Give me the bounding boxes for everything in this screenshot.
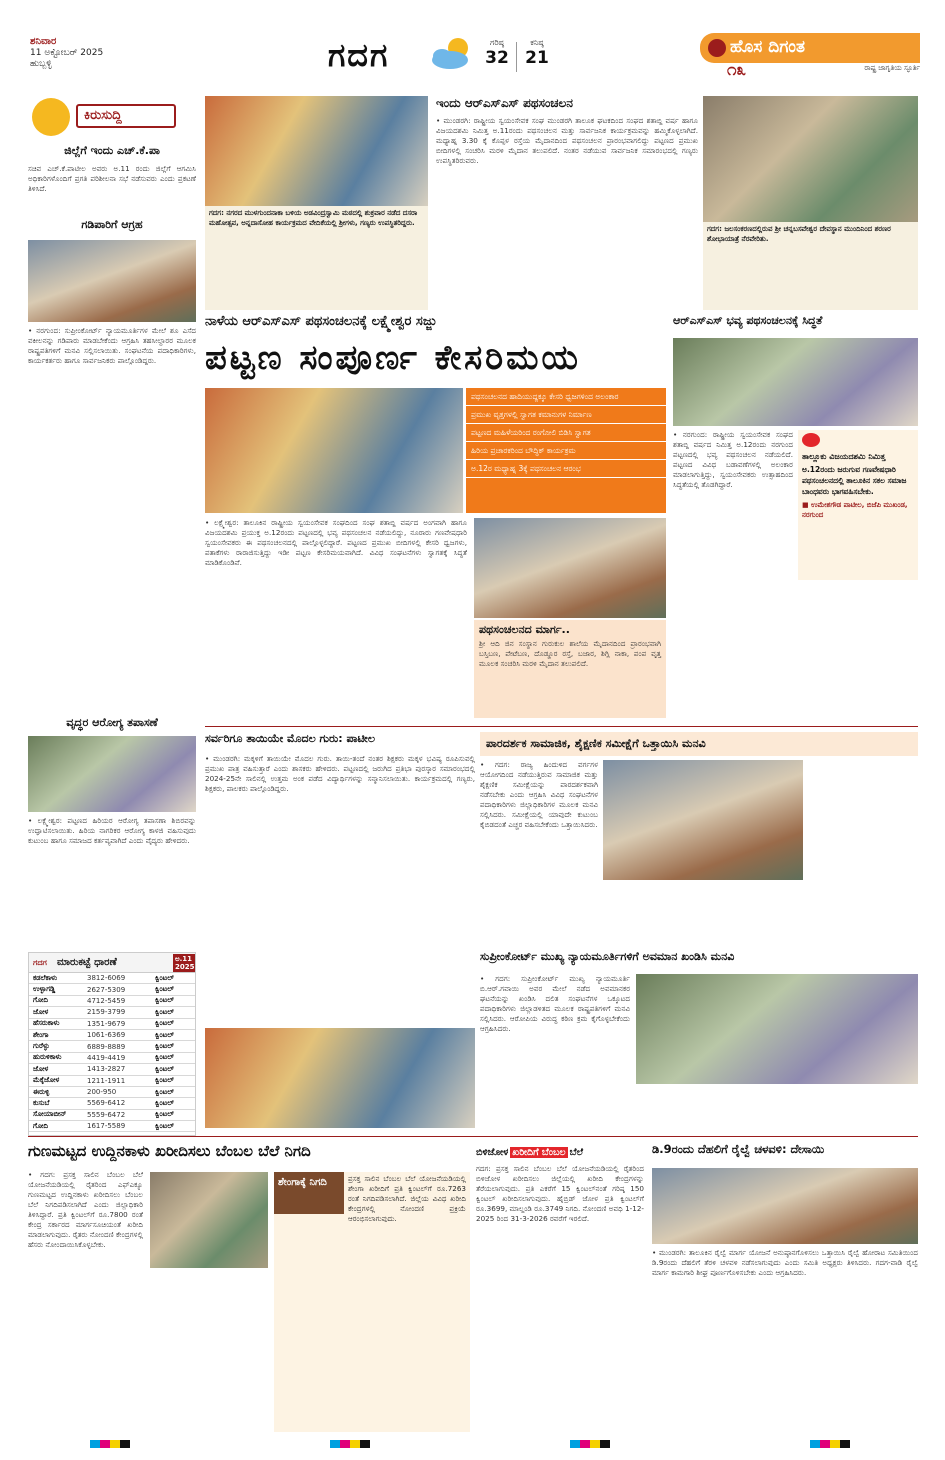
rss-ready-quote — [798, 430, 918, 580]
market-name: ಕಡಲೆಕಾಳು — [33, 973, 58, 982]
produce-body-2 — [150, 1272, 268, 1432]
market-title: ಮಾರುಕಟ್ಟೆ ಧಾರಣೆ — [57, 957, 117, 968]
market-unit: ಕ್ವಿಂಟಲ್ — [155, 1019, 175, 1028]
groundnut-box — [274, 1172, 470, 1432]
survey-body-right — [808, 760, 918, 940]
kirusuddi-label-box — [76, 104, 176, 128]
route-body: ಶ್ರೀ ಆದಿ ಜಿನ ಸಂಸ್ಥಾನ ಗುರುಕುಲ ಶಾಲೆಯ ಮೈದಾನದಿಂದ ಪ್ರಾರಂಭವಾಗಿ ಬಸ್ತಿಬಣ, ಪೇಟೆಬಣ, ದೊಡ್ಡೂರ ರಸ್ತೆ, ಬಜಾರ, ಶಿಗ್ಲಿ ನಾಕಾ, ಪಂಪ ವೃತ್ತ ಮೂಲಕ ಸಂಚರಿಸಿ ಮರಳಿ ಮೈದಾನ ತಲುಪಲಿದೆ. — [479, 639, 661, 668]
market-name: ಹುರುಳಿಕಾಳು — [33, 1053, 62, 1062]
market-name: ಗೋದಿ — [33, 996, 49, 1005]
brief-1-headline: ಜಿಲ್ಲೆಗೆ ಇಂದು ಎಚ್.ಕೆ.ಪಾ — [64, 144, 160, 157]
rss-ready-title: ಆರ್‌ಎಸ್‌ಎಸ್ ಭವ್ಯ ಪಥಸಂಚಲನಕ್ಕೆ ಸಿದ್ಧತೆ — [673, 314, 823, 327]
market-unit: ಕ್ವಿಂಟಲ್ — [155, 1030, 175, 1039]
market-row — [29, 1041, 195, 1052]
lead-bullet: ಪಟ್ಟಣದ ಮಹಿಳೆಯರಿಂದ ರಂಗೋಲಿ ಬಿಡಿಸಿ ಸ್ವಾಗತ — [466, 424, 666, 442]
procession-caption: ಗದಗ: ಜಲಸಂಕರಣದಲ್ಲಿರುವ ಶ್ರೀ ಚನ್ನಬಸವೇಶ್ವರ ದೇವಸ್ಥಾನ ಮುಂದಿನಿಂದ ಶರಣರ ಶೋಭಾಯಾತ್ರೆ ನೆರವೇರಿತು. — [703, 222, 918, 310]
market-value: 5559-6472 — [87, 1110, 126, 1119]
quote-body: ಅ.12ರಂದು ಜರುಗುವ ಗಣವೇಷಧಾರಿ ಪಥಸಂಚಲನದಲ್ಲಿ ತಾಲೂಕಿನ ಸಕಲ ಸಮಾಜ ಬಾಂಧವರು ಭಾಗವಹಿಸಬೇಕು. — [802, 465, 907, 496]
divider — [205, 726, 918, 727]
lead-bullet: ಅ.12ರ ಮಧ್ಯಾಹ್ನ 3ಕ್ಕೆ ಪಥಸಂಚಲನ ಆರಂಭ — [466, 460, 666, 478]
survey-title-bar — [480, 732, 918, 756]
market-value: 1413-2827 — [87, 1065, 126, 1074]
market-value: 4419-4419 — [87, 1053, 126, 1062]
masthead — [0, 0, 945, 88]
brief-2-headline: ಗಡಿಪಾರಿಗೆ ಆಗ್ರಹ — [81, 218, 143, 231]
bilijola-title-c: ಬೆಲೆ — [569, 1146, 583, 1158]
market-value: 2627-5309 — [87, 985, 126, 994]
rss-march-body: • ಮುಂಡರಗಿ: ರಾಷ್ಟ್ರೀಯ ಸ್ವಯಂಸೇವಕ ಸಂಘ ಮುಂಡರಗಿ ತಾಲೂಕ ಘಟಕದಿಂದ ಸಂಘದ ಶತಾಬ್ದಿ ವರ್ಷ ಹಾಗೂ ವಿಜಯದಶಮಿ ನಿಮಿತ್ತ ಅ.11ರಂದು ಪಥಸಂಚಲನ ಮತ್ತು ಸಾರ್ವಜನಿಕ ಕಾರ್ಯಕ್ರಮವನ್ನು ಹಮ್ಮಿಕೊಳ್ಳಲಾಗಿದೆ. ಮಧ್ಯಾಹ್ನ 3.30 ಕ್ಕೆ ಕೊಪ್ಪಳ ರಸ್ತೆಯ ಮೈದಾನದಿಂದ ಪಥಸಂಚಲನ ಪ್ರಾರಂಭವಾಗಲಿದ್ದು ಪಟ್ಟಣದ ಪ್ರಮುಖ ಬೀದಿಗಳಲ್ಲಿ ಸಂಚರಿಸಿ ಮರಳಿ ಮೈದಾನ ತಲುಪಲಿದೆ. ನಂತರ ನಡೆಯುವ ಸಾರ್ವಜನಿಕ ಸಮಾರಂಭದಲ್ಲಿ ಗಣ್ಯರು ಉಪಸ್ಥಿತರಿರುವರು. — [436, 116, 698, 165]
brief-1-body: ಸಚಿವ ಎಚ್.ಕೆ.ಪಾಟೀಲ ಅವರು ಅ.11 ರಂದು ಜಿಲ್ಲೆಗೆ ಆಗಮಿಸಿ ಅಧಿಕಾರಿಗಳೊಂದಿಗೆ ಪ್ರಗತಿ ಪರಿಶೀಲನಾ ಸಭೆ ನಡೆಸುವರು ಎಂದು ಪ್ರಕಟಣೆ ತಿಳಿಸಿದೆ. — [28, 164, 196, 193]
masthead-date: 11 ಅಕ್ಟೋಬರ್ 2025 — [30, 48, 104, 58]
market-row — [29, 1110, 195, 1121]
lead-headline: ಪಟ್ಟಣ ಸಂಪೂರ್ಣ ಕೇಸರಿಮಯ — [205, 338, 581, 378]
temp-max-value: 32 — [485, 48, 509, 68]
teacher-photo — [205, 1028, 475, 1128]
market-unit: ಕ್ವಿಂಟಲ್ — [155, 1007, 175, 1016]
temp-min-value: 21 — [525, 48, 549, 68]
market-row — [29, 1087, 195, 1098]
temp-max-label: ಗರಿಷ್ಠ — [490, 38, 504, 47]
bilijola-body: ಗದಗ: ಪ್ರಸಕ್ತ ಸಾಲಿನ ಬೆಂಬಲ ಬೆಲೆ ಯೋಜನೆಯಡಿಯಲ್ಲಿ ರೈತರಿಂದ ಬಿಳಿಜೋಳ ಖರೀದಿಸಲು ಜಿಲ್ಲೆಯಲ್ಲಿ ಖರೀದಿ ಕೇಂದ್ರಗಳನ್ನು ತೆರೆಯಲಾಗುವುದು. ಪ್ರತಿ ಎಕರೆಗೆ 15 ಕ್ವಿಂಟಲ್‌ನಂತೆ ಗರಿಷ್ಠ 150 ಕ್ವಿಂಟಲ್ ಖರೀದಿಸಲಾಗುವುದು. ಹೈಬ್ರಿಡ್ ಜೋಳ ಪ್ರತಿ ಕ್ವಿಂಟಲ್‌ಗೆ ರೂ.3699, ಮಾಲ್ದಂಡಿ ರೂ.3749 ನಿಗದಿ. ನೋಂದಣಿ ಅವಧಿ 1-12-2025 ರಿಂದ 31-3-2026 ರವರೆಗೆ ಇರಲಿದೆ. — [476, 1164, 644, 1223]
rss-march-story — [436, 96, 698, 310]
bilijola-title-b: ಖರೀದಿಗೆ ಬೆಂಬಲ — [512, 1146, 566, 1158]
market-value: 2159-3799 — [87, 1008, 126, 1017]
court-body: • ಗದಗ: ಸುಪ್ರೀಂಕೋರ್ಟ್ ಮುಖ್ಯ ನ್ಯಾಯಮೂರ್ತಿ ಬಿ.ಆರ್.ಗವಾಯಿ ಅವರ ಮೇಲೆ ನಡೆದ ಅವಮಾನಕರ ಘಟನೆಯನ್ನು ಖಂಡಿಸಿ ದಲಿತ ಸಂಘಟನೆಗಳ ಒಕ್ಕೂಟದ ಪದಾಧಿಕಾರಿಗಳು ಜಿಲ್ಲಾಡಳಿತದ ಮೂಲಕ ರಾಷ್ಟ್ರಪತಿಗಳಿಗೆ ಮನವಿ ಸಲ್ಲಿಸಿದರು. ಆರೋಪಿಯ ವಿರುದ್ಧ ಕಠಿಣ ಕ್ರಮ ಕೈಗೊಳ್ಳಬೇಕೆಂದು ಆಗ್ರಹಿಸಿದರು. — [480, 974, 630, 1033]
rss-ready-photo — [673, 338, 918, 426]
reg-dot — [810, 1440, 850, 1448]
brief-2-photo — [28, 240, 196, 322]
brief-3-photo — [28, 736, 196, 812]
market-unit: ಕ್ವಿಂಟಲ್ — [155, 1121, 175, 1130]
lead-body: • ಲಕ್ಷ್ಮೇಶ್ವರ: ತಾಲೂಕಿನ ರಾಷ್ಟ್ರೀಯ ಸ್ವಯಂಸೇವಕ ಸಂಘದಿಂದ ಸಂಘ ಶತಾಬ್ದಿ ವರ್ಷದ ಅಂಗವಾಗಿ ಹಾಗೂ ವಿಜಯದಶಮಿ ಪ್ರಯುಕ್ತ ಅ.12ರಂದು ಪಟ್ಟಣದಲ್ಲಿ ಭವ್ಯ ಪಥಸಂಚಲನ ನಡೆಯಲಿದ್ದು, ನೂರಾರು ಗಣವೇಷಧಾರಿ ಸ್ವಯಂಸೇವಕರು ಈ ಪಥಸಂಚಲನದಲ್ಲಿ ಪಾಲ್ಗೊಳ್ಳಲಿದ್ದಾರೆ. ಪಟ್ಟಣದ ಪ್ರಮುಖ ಬೀದಿಗಳಲ್ಲಿ ಕೇಸರಿ ಧ್ವಜಗಳು, ಪತಾಕೆಗಳು ರಾರಾಜಿಸುತ್ತಿದ್ದು ಇಡೀ ಪಟ್ಟಣ ಕೇಸರಿಮಯವಾಗಿದೆ. ವಿವಿಧ ಸಂಘಟನೆಗಳು ಸ್ವಾಗತಕ್ಕೆ ಸಿದ್ಧತೆ ಮಾಡಿಕೊಂಡಿವೆ. — [205, 518, 467, 567]
market-rows — [29, 973, 195, 1132]
kirusuddi-column — [28, 96, 196, 1136]
railway-photo — [652, 1168, 918, 1244]
paper-tagline: ರಾಷ್ಟ್ರ ಜಾಗೃತಿಯ ಸ್ಫೂರ್ತಿ — [864, 64, 920, 72]
market-row — [29, 1030, 195, 1041]
market-name: ಉಳ್ಳಾಗಡ್ಡಿ — [33, 985, 56, 994]
market-unit: ಕ್ವಿಂಟಲ್ — [155, 1076, 175, 1085]
market-name: ಕುಸುಬೆ — [33, 1098, 50, 1107]
market-row — [29, 973, 195, 984]
market-row — [29, 1064, 195, 1075]
railway-body: • ಮುಂಡರಗಿ: ತಾಲೂಕಿನ ರೈಲ್ವೆ ಮಾರ್ಗ ಯೋಜನೆ ಅನುಷ್ಠಾನಗೊಳಿಸಲು ಒತ್ತಾಯಿಸಿ ರೈಲ್ವೆ ಹೋರಾಟ ಸಮಿತಿಯಿಂದ ಡಿ.9ರಂದು ದೆಹಲಿಗೆ ತೆರಳಿ ಚಳವಳಿ ನಡೆಸಲಾಗುವುದು ಎಂದು ಸಮಿತಿ ಅಧ್ಯಕ್ಷರು ತಿಳಿಸಿದರು. ಗದಗ-ವಾಡಿ ರೈಲ್ವೆ ಮಾರ್ಗ ಕಾಮಗಾರಿ ಶೀಘ್ರ ಪೂರ್ಣಗೊಳಿಸಬೇಕು ಎಂದು ಆಗ್ರಹಿಸಿದರು. — [652, 1248, 918, 1277]
quote-icon — [802, 433, 820, 447]
market-row — [29, 1019, 195, 1030]
survey-title: ಪಾರದರ್ಶಕ ಸಾಮಾಜಿಕ, ಶೈಕ್ಷಣಿಕ ಸಮೀಕ್ಷೆಗೆ ಒತ್ತಾಯಿಸಿ ಮನವಿ — [486, 737, 706, 750]
lead-bullet: ಹಿರಿಯ ಪ್ರಚಾರಕರಿಂದ ಬೌದ್ಧಿಕ್ ಕಾರ್ಯಕ್ರಮ — [466, 442, 666, 460]
reg-dot — [90, 1440, 130, 1448]
market-name: ಗೋದಿ — [33, 1121, 49, 1130]
market-value: 3812-6069 — [87, 974, 126, 983]
market-date: ಅ.11 2025 — [175, 954, 195, 971]
market-unit: ಕ್ವಿಂಟಲ್ — [155, 985, 175, 994]
temp-max — [478, 38, 516, 78]
market-value: 1061-6369 — [87, 1031, 126, 1040]
market-row — [29, 984, 195, 995]
market-name: ಶೇಂಗಾ — [33, 1030, 49, 1039]
produce-portrait — [150, 1172, 268, 1268]
brief-3-headline: ವೃದ್ಧರ ಆರೋಗ್ಯ ತಪಾಸಣೆ — [66, 716, 158, 729]
court-photo — [636, 974, 918, 1084]
market-name: ಸೋಯಾಬೀನ್ — [33, 1110, 67, 1119]
procession-photo — [703, 96, 918, 222]
paper-name: ಹೊಸ ದಿಗಂತ — [730, 37, 805, 57]
survey-body: • ಗದಗ: ರಾಜ್ಯ ಹಿಂದುಳಿದ ವರ್ಗಗಳ ಆಯೋಗದಿಂದ ನಡೆಯುತ್ತಿರುವ ಸಾಮಾಜಿಕ ಮತ್ತು ಶೈಕ್ಷಣಿಕ ಸಮೀಕ್ಷೆಯನ್ನು ಪಾರದರ್ಶಕವಾಗಿ ನಡೆಸಬೇಕು ಎಂದು ಆಗ್ರಹಿಸಿ ವಿವಿಧ ಸಂಘಟನೆಗಳ ಪದಾಧಿಕಾರಿಗಳು ಜಿಲ್ಲಾಧಿಕಾರಿಗಳ ಮೂಲಕ ಮನವಿ ಸಲ್ಲಿಸಿದರು. ಸಮೀಕ್ಷೆಯಲ್ಲಿ ಯಾವುದೇ ಕುಟುಂಬ ಕೈಬಿಡದಂತೆ ಎಚ್ಚರ ವಹಿಸಬೇಕೆಂದು ಒತ್ತಾಯಿಸಿದರು. — [480, 760, 598, 829]
market-name: ಜೋಳ — [33, 1064, 49, 1073]
groundnut-title: ಶೇಂಗಾಕ್ಕೆ ನಿಗದಿ — [278, 1177, 327, 1188]
reg-dot — [570, 1440, 610, 1448]
market-name: ಮೆಕ್ಕೆಜೋಳ — [33, 1076, 60, 1085]
market-value: 1617-5589 — [87, 1122, 126, 1131]
color-registration-marks — [90, 1440, 850, 1452]
teacher-body: • ಮುಂಡರಗಿ: ಮಕ್ಕಳಿಗೆ ತಾಯಿಯೇ ಮೊದಲ ಗುರು. ತಾಯಿ-ತಂದೆ ನಂತರ ಶಿಕ್ಷಕರು ಮಕ್ಕಳ ಭವಿಷ್ಯ ರೂಪಿಸುವಲ್ಲಿ ಪ್ರಮುಖ ಪಾತ್ರ ವಹಿಸುತ್ತಾರೆ ಎಂದು ಶಾಸಕರು ಹೇಳಿದರು. ಪಟ್ಟಣದಲ್ಲಿ ಜರುಗಿದ ಪ್ರತಿಭಾ ಪುರಸ್ಕಾರ ಸಮಾರಂಭದಲ್ಲಿ 2024-25ನೇ ಸಾಲಿನಲ್ಲಿ ಉತ್ತಮ ಅಂಕ ಪಡೆದ ವಿದ್ಯಾರ್ಥಿಗಳನ್ನು ಸನ್ಮಾನಿಸಲಾಯಿತು. ಕಾರ್ಯಕ್ರಮದಲ್ಲಿ ಗಣ್ಯರು, ಶಿಕ್ಷಕರು, ಪಾಲಕರು ಪಾಲ್ಗೊಂಡಿದ್ದರು. — [205, 754, 475, 793]
market-unit: ಕ್ವಿಂಟಲ್ — [155, 1098, 175, 1107]
bilijola-title — [476, 1142, 644, 1162]
survey-photo — [603, 760, 803, 880]
divider — [28, 1136, 918, 1137]
market-row — [29, 1098, 195, 1109]
produce-body: • ಗದಗ: ಪ್ರಸಕ್ತ ಸಾಲಿನ ಬೆಂಬಲ ಬೆಲೆ ಯೋಜನೆಯಡಿಯಲ್ಲಿ ರೈತರಿಂದ ಎಫ್‌ಎಕ್ಯೂ ಗುಣಮಟ್ಟದ ಉದ್ದಿನಕಾಳು ಖರೀದಿಸಲು ಬೆಂಬಲ ಬೆಲೆ ನಿಗದಿಪಡಿಸಲಾಗಿದೆ ಎಂದು ಜಿಲ್ಲಾಧಿಕಾರಿ ತಿಳಿಸಿದ್ದಾರೆ. ಪ್ರತಿ ಕ್ವಿಂಟಲ್‌ಗೆ ರೂ.7800 ರಂತೆ ಕೇಂದ್ರ ಸರ್ಕಾರದ ಮಾರ್ಗಸೂಚಿಯಂತೆ ಖರೀದಿ ಮಾಡಲಾಗುವುದು. ರೈತರು ನೋಂದಣಿ ಕೇಂದ್ರಗಳಲ್ಲಿ ಹೆಸರು ನೋಂದಾಯಿಸಿಕೊಳ್ಳಬೇಕು. — [28, 1170, 143, 1249]
quote-title: ತಾಲ್ಲೂಕು ವಿಜಯದಶಮಿ ನಿಮಿತ್ತ — [802, 452, 886, 461]
weather-icon — [428, 34, 478, 74]
lead-bullets — [466, 388, 666, 513]
market-value: 6889-8889 — [87, 1042, 126, 1051]
lead-circle-photo — [474, 518, 666, 618]
date-block — [30, 36, 230, 86]
market-unit: ಕ್ವಿಂಟಲ್ — [155, 1087, 175, 1096]
hand-icon — [32, 98, 70, 136]
market-row — [29, 1121, 195, 1132]
market-value: 1211-1911 — [87, 1076, 126, 1085]
market-unit: ಕ್ವಿಂಟಲ್ — [155, 973, 175, 982]
lead-route-box — [474, 620, 666, 718]
kirusuddi-header — [28, 96, 196, 140]
groundnut-title-box — [274, 1172, 344, 1214]
section-title: ಗದಗ — [328, 36, 390, 74]
market-table — [28, 952, 196, 1136]
market-row — [29, 996, 195, 1007]
dasara-photo — [205, 96, 428, 206]
kirusuddi-label: ಕಿರುಸುದ್ದಿ — [84, 108, 122, 123]
page-number: ೧೩ — [727, 60, 747, 80]
quote-sign: ■ ಉಮೇಶಗೌಡ ಪಾಟೀಲ, ಬಿಜೆಪಿ ಮುಖಂಡ, ನರಗುಂದ — [802, 501, 908, 519]
rss-ready-body: • ನರಗುಂದ: ರಾಷ್ಟ್ರೀಯ ಸ್ವಯಂಸೇವಕ ಸಂಘದ ಶತಾಬ್ದಿ ವರ್ಷದ ನಿಮಿತ್ತ ಅ.12ರಂದು ನರಗುಂದ ಪಟ್ಟಣದಲ್ಲಿ ಭವ್ಯ ಪಥಸಂಚಲನ ನಡೆಯಲಿದೆ. ಪಟ್ಟಣದ ವಿವಿಧ ಬಡಾವಣೆಗಳಲ್ಲಿ ಅಲಂಕಾರ ಮಾಡಲಾಗುತ್ತಿದ್ದು, ಸ್ವಯಂಸೇವಕರು ಉತ್ಸಾಹದಿಂದ ಸಿದ್ಧತೆಯಲ್ಲಿ ತೊಡಗಿದ್ದಾರೆ. — [673, 430, 793, 489]
market-value: 4712-5459 — [87, 996, 126, 1005]
dasara-caption: ಗದಗ: ನಗರದ ಮುಳಗುಂದನಾಕಾ ಬಳಿಯ ಅಡವಿಂದ್ರಸ್ವಾಮಿ ಮಠದಲ್ಲಿ ಶುಕ್ರವಾರ ನಡೆದ ದಸರಾ ಮಹೋತ್ಸವ, ಅನ್ನದಾಸೋಹ ಕಾರ್ಯಕ್ರಮದ ವೇದಿಕೆಯಲ್ಲಿ ಶ್ರೀಗಳು, ಗಣ್ಯರು ಉಪಸ್ಥಿತರಿದ್ದರು. — [205, 206, 428, 310]
logo-mark-icon — [708, 39, 726, 57]
market-row — [29, 1007, 195, 1018]
court-title: ಸುಪ್ರೀಂಕೋರ್ಟ್ ಮುಖ್ಯ ನ್ಯಾಯಮೂರ್ತಿಗಳಿಗೆ ಅವಮಾನ ಖಂಡಿಸಿ ಮನವಿ — [480, 950, 735, 963]
market-unit: ಕ್ವಿಂಟಲ್ — [155, 1110, 175, 1119]
market-name: ಈರುಳ್ಳಿ — [33, 1087, 50, 1096]
market-row — [29, 1076, 195, 1087]
teacher-title: ಸರ್ವರಿಗೂ ತಾಯಿಯೇ ಮೊದಲ ಗುರು: ಪಾಟೀಲ — [205, 732, 375, 745]
masthead-day: ಶನಿವಾರ — [30, 36, 57, 47]
market-header — [29, 953, 195, 973]
market-unit: ಕ್ವಿಂಟಲ್ — [155, 1053, 175, 1062]
market-name: ಗುರೆಳ್ಳು — [33, 1042, 50, 1051]
reg-dot — [330, 1440, 370, 1448]
bilijola-title-a: ಬಿಳಿಜೋಳ — [476, 1146, 509, 1158]
market-unit: ಕ್ವಿಂಟಲ್ — [155, 996, 175, 1005]
masthead-city: ಹುಬ್ಬಳ್ಳಿ — [30, 59, 52, 69]
temp-min-label: ಕನಿಷ್ಠ — [530, 38, 544, 47]
lead-kicker: ನಾಳೆಯ ಆರ್‌ಎಸ್‌ಎಸ್ ಪಥಸಂಚಲನಕ್ಕೆ ಲಕ್ಷ್ಮೇಶ್ವರ ಸಜ್ಜು — [205, 314, 437, 329]
market-city: ಗದಗ — [33, 957, 47, 967]
lead-arch-photo — [205, 388, 463, 513]
brief-2-body: • ನರಗುಂದ: ಸುಪ್ರೀಂಕೋರ್ಟ್ ನ್ಯಾಯಮೂರ್ತಿಗಳ ಮೇಲೆ ಶೂ ಎಸೆದ ವಕೀಲನನ್ನು ಗಡಿಪಾರು ಮಾಡಬೇಕೆಂದು ಆಗ್ರಹಿಸಿ ತಹಸೀಲ್ದಾರರ ಮೂಲಕ ರಾಷ್ಟ್ರಪತಿಗಳಿಗೆ ಮನವಿ ಸಲ್ಲಿಸಲಾಯಿತು. ಸಂಘಟನೆಯ ಪದಾಧಿಕಾರಿಗಳು, ಕಾರ್ಯಕರ್ತರು ಹಾಗೂ ಸಾರ್ವಜನಿಕರು ಪಾಲ್ಗೊಂಡಿದ್ದರು. — [28, 326, 196, 365]
brief-3-body: • ಲಕ್ಷ್ಮೇಶ್ವರ: ಪಟ್ಟಣದ ಹಿರಿಯರ ಆರೋಗ್ಯ ತಪಾಸಣಾ ಶಿಬಿರವನ್ನು ಉದ್ಘಾಟಿಸಲಾಯಿತು. ಹಿರಿಯ ನಾಗರಿಕರ ಆರೋಗ್ಯ ಕಾಳಜಿ ವಹಿಸುವುದು ಕುಟುಂಬ ಹಾಗೂ ಸಮಾಜದ ಕರ್ತವ್ಯವಾಗಿದೆ ಎಂದು ವೈದ್ಯರು ಹೇಳಿದರು. — [28, 816, 196, 845]
market-row — [29, 1053, 195, 1064]
route-title: ಪಥಸಂಚಲನದ ಮಾರ್ಗ.. — [479, 623, 570, 636]
rss-march-title: ಇಂದು ಆರ್‌ಎಸ್‌ಎಸ್ ಪಥಸಂಚಲನ — [436, 96, 573, 110]
market-value: 5569-6412 — [87, 1099, 126, 1108]
groundnut-body: ಪ್ರಸಕ್ತ ಸಾಲಿನ ಬೆಂಬಲ ಬೆಲೆ ಯೋಜನೆಯಡಿಯಲ್ಲಿ ಶೇಂಗಾ ಖರೀದಿಗೆ ಪ್ರತಿ ಕ್ವಿಂಟಲ್‌ಗೆ ರೂ.7263 ರಂತೆ ನಿಗದಿಪಡಿಸಲಾಗಿದೆ. ಜಿಲ್ಲೆಯ ವಿವಿಧ ಖರೀದಿ ಕೇಂದ್ರಗಳಲ್ಲಿ ನೋಂದಣಿ ಪ್ರಕ್ರಿಯೆ ಆರಂಭಿಸಲಾಗುವುದು. — [348, 1174, 466, 1223]
lead-bullet: ಪಥಸಂಚಲನದ ಹಾದಿಯುದ್ದಕ್ಕೂ ಕೇಸರಿ ಧ್ವಜಗಳಿಂದ ಅಲಂಕಾರ — [466, 388, 666, 406]
lead-bullet: ಪ್ರಮುಖ ವೃತ್ತಗಳಲ್ಲಿ ಸ್ವಾಗತ ಕಮಾನುಗಳ ನಿರ್ಮಾಣ — [466, 406, 666, 424]
railway-title: ಡಿ.9ರಂದು ದೆಹಲಿಗೆ ರೈಲ್ವೆ ಚಳವಳಿ: ದೇಸಾಯಿ — [652, 1142, 825, 1156]
temp-divider — [516, 42, 517, 72]
market-name: ಹೆಸರುಕಾಳು — [33, 1019, 60, 1028]
market-name: ಜೋಳ — [33, 1007, 49, 1016]
market-value: 1351-9679 — [87, 1019, 126, 1028]
paper-logo — [700, 33, 920, 63]
market-value: 200-950 — [87, 1088, 117, 1097]
temp-min — [518, 38, 556, 78]
market-unit: ಕ್ವಿಂಟಲ್ — [155, 1064, 175, 1073]
produce-title: ಗುಣಮಟ್ಟದ ಉದ್ದಿನಕಾಳು ಖರೀದಿಸಲು ಬೆಂಬಲ ಬೆಲೆ ನಿಗದಿ — [28, 1142, 311, 1160]
market-unit: ಕ್ವಿಂಟಲ್ — [155, 1042, 175, 1051]
